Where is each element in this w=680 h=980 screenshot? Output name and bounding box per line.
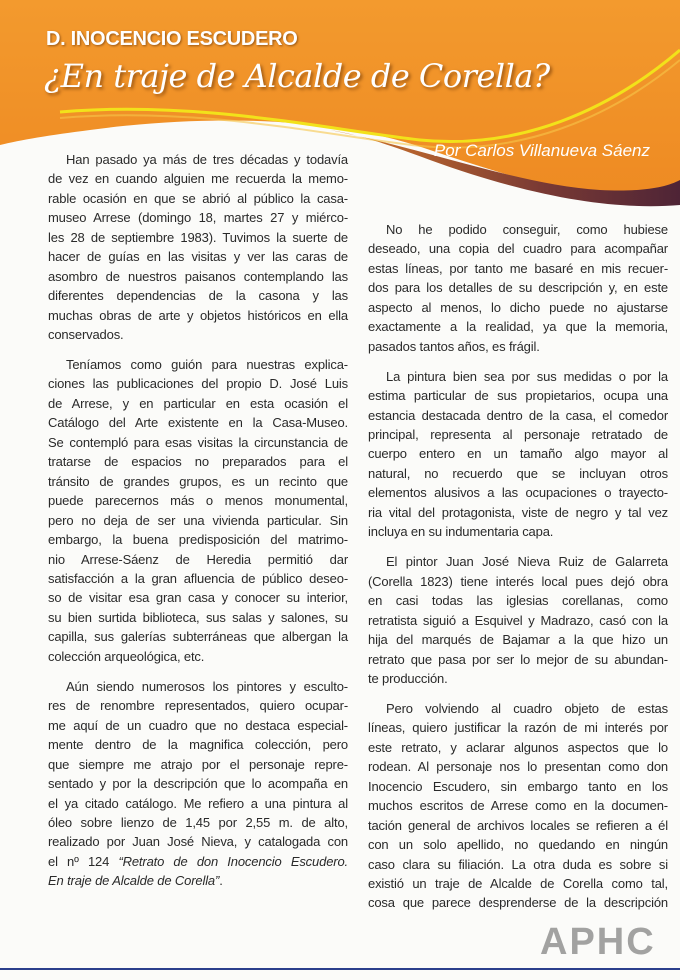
text-line: Han pasado ya más de tres décadas y todavía — [66, 152, 348, 167]
text-line: pasados tantos años, es frágil. — [368, 338, 540, 354]
text-line: museo Arrese (domingo 18, martes 27 y miérco- — [48, 210, 348, 226]
text-line: colección arqueológica, etc. — [48, 648, 205, 664]
text-line: muchas obras de arte y objetos históricos en ella — [48, 307, 348, 323]
text-line: te producción. — [368, 670, 448, 686]
text-line: estas líneas, por tanto me basaré en mis recuer- — [368, 260, 668, 276]
text-line: El pintor Juan José Nieva Ruiz de Galarreta — [386, 554, 668, 570]
text-line: rable ocasión en que se abrió al público la casa- — [48, 190, 348, 206]
text-line: Catálogo del Arte existente en la Casa-Museo. — [48, 415, 348, 431]
text-line: me aquí de un cuadro que no destaca especial- — [48, 717, 348, 733]
text-line: estima particular de sus propietarios, ocupa una — [368, 388, 668, 404]
paragraph — [48, 355, 348, 666]
paragraph — [368, 699, 668, 913]
text-line: realizado por Juan José Nieva, y catalogada con — [48, 834, 348, 850]
text-column-right — [368, 220, 668, 923]
text-line: (Corella 1823) tiene interés local pues dejó obra — [368, 573, 668, 589]
text-line — [48, 852, 348, 871]
text-line: retrato que pasa por ser lo mejor de su abundan- — [368, 651, 668, 667]
text-line: Inocencio Escudero, sin embargo tanto en los — [368, 778, 668, 794]
text-line: ciones las publicaciones del propio D. José Luis — [48, 376, 348, 392]
text-line — [48, 871, 348, 890]
text-line: mente dentro de la magnifica colección, pero — [48, 737, 348, 753]
text-line: Teníamos como guión para nuestras explica- — [66, 357, 348, 373]
text-segment: el nº 124 — [48, 853, 119, 869]
text-line: dos para los detalles de su descripción y, en este — [368, 280, 668, 296]
text-line: estancia destacada dentro de la casa, el comedor — [368, 407, 668, 423]
text-line: Pero volviendo al cuadro objeto de estas — [386, 700, 668, 716]
text-line: ria vital del protagonista, viste de negro y tal vez — [368, 504, 668, 520]
watermark: APHC — [540, 921, 656, 963]
text-line: rodean. Al personaje nos lo presentan como don — [368, 759, 668, 775]
text-line: hacer de guías en las visitas y ver las caras de — [48, 249, 348, 265]
text-line: su bien surtida biblioteca, sus salas y salones, su — [48, 609, 348, 625]
text-line: conservados. — [48, 327, 124, 343]
paragraph — [48, 677, 348, 891]
text-line: en casi todas las iglesias corellanas, como — [368, 593, 668, 609]
text-line: La pintura bien sea por sus medidas o por la — [386, 368, 668, 384]
text-line: embargo, la buena predisposición del matrimo- — [48, 532, 348, 548]
paragraph — [368, 220, 668, 356]
text-line: que siempre me atrajo por el personaje repre- — [48, 756, 348, 772]
text-line: Se contempló para esas visitas la circunstancia de — [48, 434, 348, 450]
paragraph — [368, 552, 668, 688]
article-author: Por Carlos Villanueva Sáenz — [433, 141, 650, 160]
text-line: diferentes dependencias de la casona y las — [48, 288, 348, 304]
paragraph — [48, 150, 348, 345]
article-title: ¿En traje de Alcalde de Corella? — [44, 57, 550, 95]
text-line: res de renombre representados, quiero ocupar- — [48, 698, 348, 714]
text-line: exactamente a la realidad, ya que la memoria, — [368, 319, 668, 335]
text-column-left — [48, 150, 348, 901]
text-line: tación general de archivos locales se refieren a él — [368, 817, 668, 833]
text-line: Aún siendo numerosos los pintores y esculto- — [66, 678, 348, 694]
article-kicker: D. INOCENCIO ESCUDERO — [46, 28, 298, 50]
text-line: cosa que parece desprenderse de la descripción — [368, 895, 668, 911]
text-line: deseado, una copia del cuadro para acompañar — [368, 241, 668, 257]
text-segment: . — [219, 873, 223, 889]
text-line: so de visitar esa gran casa y conocer su interior, — [48, 590, 348, 606]
text-line: pero no deja de ser una vivienda particular. Sin — [48, 512, 348, 528]
text-line: óleo sobre lienzo de 1,45 por 2,55 m. de alto, — [48, 814, 348, 830]
text-line: tratarse de espacios no preparados para el — [48, 454, 348, 470]
text-line: incluya en su indumentaria capa. — [368, 524, 554, 540]
text-line: este retrato, y aclarar algunos aspectos que lo — [368, 739, 668, 755]
text-line: caso clara su filiación. La otra duda es sobre si — [368, 856, 668, 872]
text-line: de Arrese, y en particular en esta ocasión el — [48, 395, 348, 411]
text-line: líneas, quiero justificar la razón de mi interés por — [368, 720, 668, 736]
text-line: sentado y por la descripción que lo acompaña en — [48, 776, 348, 792]
text-line: nio Arrese-Sáenz de Heredia permitió dar — [48, 551, 348, 567]
text-line: No he podido conseguir, como hubiese — [386, 222, 668, 237]
text-line: cuerpo entero en un tamaño algo mayor al — [368, 446, 668, 462]
text-line: tránsito de grandes grupos, es un recinto que — [48, 473, 348, 489]
bottom-rule — [0, 968, 680, 970]
text-line: les 28 de septiembre 1983). Tuvimos la suerte de — [48, 229, 348, 245]
paragraph — [368, 367, 668, 542]
text-line: retratista siguió a Esquivel y Madrazo, casó con la — [368, 612, 668, 628]
text-line: principal, representa al personaje retratado de — [368, 427, 668, 443]
italic-citation: “Retrato de don Inocencio Escudero. — [118, 853, 348, 869]
text-line: con un solo apellido, no quedando en ningún — [368, 837, 668, 853]
text-line: hija del marqués de Bajamar a la que hizo un — [368, 632, 668, 648]
text-line: elementos alusivos a las ocupaciones o trayecto- — [368, 485, 668, 501]
text-line: satisfacción a la gran afluencia de público deseo- — [48, 571, 348, 587]
text-line: muchos escritos de Arrese como en la documen- — [368, 798, 668, 814]
italic-citation: En traje de Alcalde de Corella” — [48, 873, 220, 889]
text-line: puede parecernos más o menos monumental, — [48, 493, 348, 509]
text-line: el ya citado catálogo. Me refiero a una pintura al — [48, 795, 348, 811]
text-line: capilla, sus galerías subterráneas que albergan la — [48, 629, 348, 645]
text-line: aspecto al menos, lo dicho puede no ajustarse — [368, 299, 668, 315]
text-line: existió un traje de Alcalde de Corella como tal, — [368, 876, 668, 891]
text-line: de vez en cuando alguien me recuerda la memo- — [48, 171, 348, 187]
text-line: asombro de nuestros paisanos contemplando las — [48, 268, 348, 284]
text-line: natural, no recuerdo que se incluyan otros — [368, 465, 668, 481]
